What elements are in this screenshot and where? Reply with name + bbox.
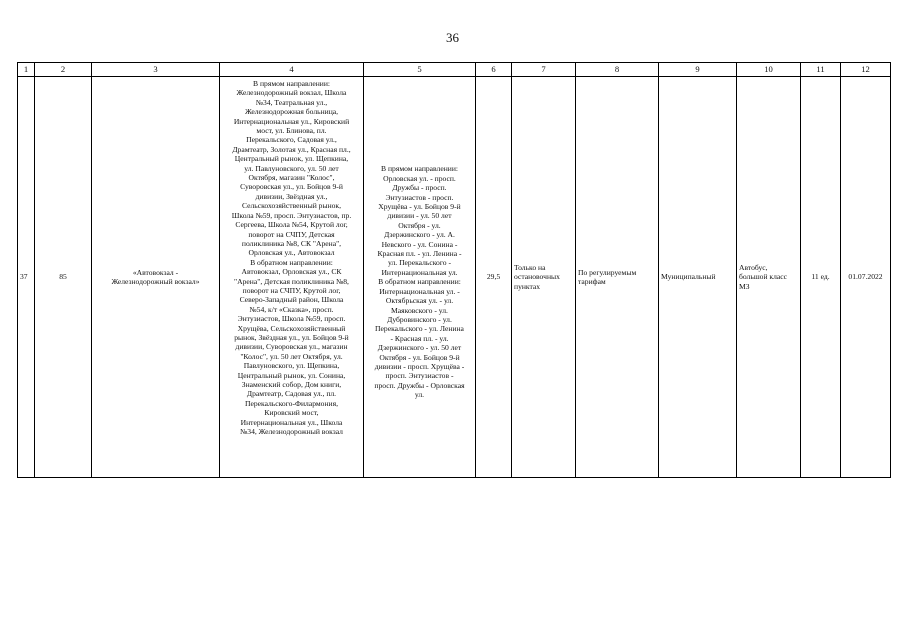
- route-number: 85: [35, 77, 92, 478]
- fare-type: По регулируемым тарифам: [576, 77, 659, 478]
- route-register-table: [17, 62, 891, 478]
- vehicle-class: Автобус, большой класс МЗ: [737, 77, 801, 478]
- column-header: 5: [364, 63, 476, 77]
- route-serial-number: 37: [18, 77, 35, 478]
- route-name: [92, 77, 220, 478]
- column-header: 9: [659, 63, 737, 77]
- column-header: 1: [18, 63, 35, 77]
- table-header-row: [18, 63, 891, 77]
- table-row: [18, 77, 891, 478]
- transport-type: Муниципальный: [659, 77, 737, 478]
- column-header: 2: [35, 63, 92, 77]
- column-header: 12: [841, 63, 891, 77]
- column-header: 10: [737, 63, 801, 77]
- column-header: 11: [801, 63, 841, 77]
- route-name-text: «Автовокзал - Железнодорожный вокзал»: [111, 267, 200, 286]
- column-header: 3: [92, 63, 220, 77]
- route-streets: В прямом направлении: Орловская ул. - просп. Дружбы - просп. Энтузиастов - просп. Хрущёва - ул. Бойцов 9-й дивизии - ул. 50 лет Октября - ул. Дзержинского - ул. А. Невского - ул. Сонина - Красная пл. - ул. Ленина - ул. Перекальского - Интернациональная ул. В обратном направлении: Интернациональная ул. - Октябрьская ул. - ул. Маяковского - ул. Дубровинского - ул. Перекальского - ул. Ленина - Красная пл. - ул. Дзержинского - ул. 50 лет Октября - ул. Бойцов 9-й дивизии - просп. Хрущёва - просп. Энтузиастов - просп. Дружбы - Орловская ул.: [364, 77, 476, 478]
- boarding-order: Только на остановочных пунктах: [512, 77, 576, 478]
- column-header: 7: [512, 63, 576, 77]
- vehicle-count: 11 ед.: [801, 77, 841, 478]
- column-header: 4: [220, 63, 364, 77]
- page-number: 36: [446, 30, 459, 45]
- route-stops: В прямом направлении: Железнодорожный вокзал, Школа №34, Театральная ул., Железнодорожная больница, Интернациональная ул., Кировский мост, ул. Блинова, пл. Перекальского, Садовая ул., Драмтеатр, Золотая ул., Красная пл., Центральный рынок, ул. Щепкина, ул. Павлуновского, ул. 50 лет Октября, магазин "Колос", Суворовская ул., ул. Бойцов 9-й дивизии, Звёздная ул., Сельскохозяйственный рынок, Школа №59, просп. Энтузиастов, пр. Сергеева, Школа №54, Крутой лог, поворот на СЧПУ, Детская поликлиника №8, СК "Арена", Орловская ул., Автовокзал В обратном направлении: Автовокзал, Орловская ул., СК "Арена", Детская поликлиника №8, поворот на СЧПУ, Крутой лог, Северо-Западный район, Школа №54, к/т «Сказка», просп. Энтузиастов, Школа №59, просп. Хрущёва, Сельскохозяйственный рынок, Звёздная ул., ул. Бойцов 9-й дивизии, Суворовская ул., магазин "Колос", ул. 50 лет Октября, ул. Павлуновского, ул. Щепкина, Центральный рынок, ул. Сонина, Знаменский собор, Дом книги, Драмтеатр, Садовая ул., пл. Перекальского-Филармония, Кировский мост, Интернациональная ул., Школа №34, Железнодорожный вокзал: [220, 77, 364, 478]
- route-length: 29,5: [476, 77, 512, 478]
- column-header: 6: [476, 63, 512, 77]
- start-date: 01.07.2022: [841, 77, 891, 478]
- column-header: 8: [576, 63, 659, 77]
